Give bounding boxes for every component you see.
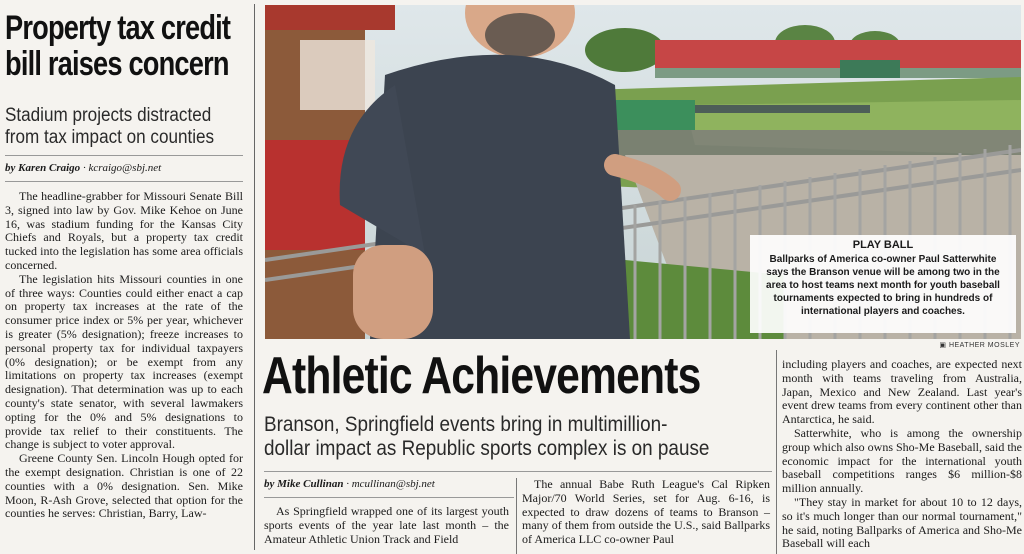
credit-name: HEATHER MOSLEY bbox=[948, 342, 1020, 349]
sidebar-headline bbox=[5, 10, 253, 82]
sidebar-story bbox=[0, 0, 248, 554]
paragraph: Satterwhite, who is among the ownership group which also owns Sho-Me Baseball, said the economic impact for the international youth baseball competitions ranges $6 million-$8 million annually. bbox=[782, 425, 1022, 496]
photo-caption bbox=[750, 235, 1016, 333]
paragraph: The headline-grabber for Missouri Senate Bill 3, signed into law by Gov. Mike Kehoe on June 16, was stadium funding for the Kansas City Chiefs and Royals, but a property tax credit tucked into the legislation has some area officials concerned. bbox=[5, 189, 243, 272]
paragraph: Greene County Sen. Lincoln Hough opted for the exempt designation. Christian is one of 22 counties with a 0% designation. Sen. Mike Moon, R-Ash Grove, selected that option for the counties he serves: Christian, Barry, Law- bbox=[5, 451, 243, 521]
paragraph: "They stay in market for about 10 to 12 days, so it's much longer than our normal tournament," he said, noting Ballparks of America and Sho-Me Baseball will each bbox=[782, 494, 1022, 551]
story-column-1 bbox=[264, 505, 509, 546]
paragraph: The annual Babe Ruth League's Cal Ripken Major/70 World Series, set for Aug. 6-16, is expected to draw dozens of teams to Branson – many of them from outside the U.S., said Ballparks of America LLC co-owner Paul bbox=[522, 477, 770, 547]
divider bbox=[264, 497, 514, 498]
deck-line-1: Stadium projects distracted bbox=[5, 105, 212, 126]
main-headline: Athletic Achievements bbox=[262, 347, 701, 405]
paragraph: The legislation hits Missouri counties in one of three ways: Counties could either enact a cap on property tax increases at the rate of the consumer price index or 5% per year, whichever is greater (5% designation); freeze increases to personal property tax for individual taxpayers (0% designation); or be exempt from any limitations on property tax increases (exempt designation). That determination was up to each county's state senator, with several lawmakers opting for the 0% and 5% designations to provide tax relief to their constituents. The change is subject to voter approval. bbox=[5, 271, 243, 452]
main-deck-line-1: Branson, Springfield events bring in multimillion- bbox=[264, 413, 668, 436]
column-rule bbox=[254, 4, 255, 550]
camera-icon: ▣ bbox=[939, 342, 947, 349]
main-deck bbox=[264, 413, 714, 461]
divider bbox=[264, 471, 772, 472]
byline-name: by Mike Cullinan bbox=[264, 478, 344, 490]
story-column-2 bbox=[522, 478, 770, 547]
photo-credit bbox=[939, 341, 1020, 349]
caption-title: PLAY BALL bbox=[852, 239, 914, 251]
column-rule bbox=[516, 478, 517, 554]
deck-line-2: from tax impact on counties bbox=[5, 127, 215, 148]
sidebar-deck bbox=[5, 105, 248, 149]
headline-line-1: Property tax credit bbox=[5, 9, 231, 47]
feature-photo bbox=[265, 5, 1021, 339]
byline-email[interactable]: · mcullinan@sbj.net bbox=[343, 478, 435, 490]
byline-email[interactable]: · kcraigo@sbj.net bbox=[80, 162, 162, 174]
headline-line-2: bill raises concern bbox=[5, 45, 229, 83]
main-byline bbox=[264, 478, 435, 490]
byline-name: by Karen Craigo bbox=[5, 162, 81, 174]
sidebar-body bbox=[5, 190, 243, 521]
story-column-3 bbox=[782, 358, 1022, 551]
caption-text: Ballparks of America co-owner Paul Satterwhite says the Branson venue will be among two in the area to host teams next month for youth baseball tournaments expected to bring in hundreds of international players and coaches. bbox=[766, 254, 1000, 317]
divider bbox=[5, 181, 243, 182]
main-deck-line-2: dollar impact as Republic sports complex is on pause bbox=[264, 437, 710, 460]
paragraph: including players and coaches, are expected next month with teams traveling from Australia, Japan, Mexico and New Zealand. Last year's event drew teams from every continent other than Antarctica, he said. bbox=[782, 357, 1022, 427]
paragraph: As Springfield wrapped one of its largest youth sports events of the year late last month – the Amateur Athletic Union Track and Field bbox=[264, 504, 509, 546]
divider bbox=[5, 155, 243, 156]
column-rule bbox=[776, 350, 777, 554]
sidebar-byline bbox=[5, 162, 161, 174]
